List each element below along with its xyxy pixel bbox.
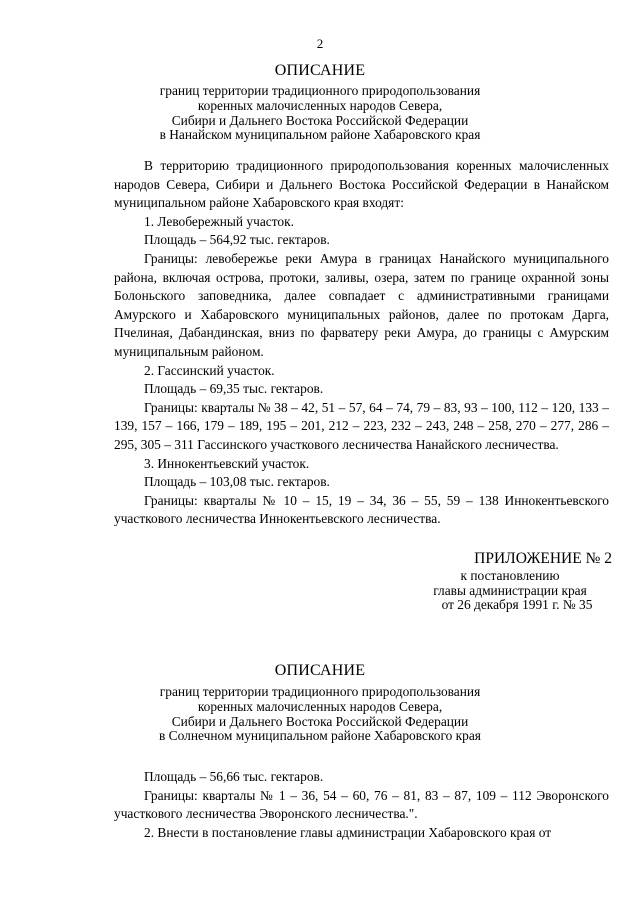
appendix-block (400, 549, 620, 613)
paragraph: В территорию традиционного природопользования коренных малочисленных народов Севера, Сибири и Дальнего Востока Российской Федерации в Нанайском муниципальном районе Хабаровского края входят: (114, 158, 609, 211)
paragraph: Площадь – 56,66 тыс. гектаров. (144, 769, 324, 784)
section2-subtitle (0, 685, 640, 744)
section1-subtitle (0, 84, 640, 143)
paragraph: Границы: кварталы № 1 – 36, 54 – 60, 76 – 81, 83 – 87, 109 – 112 Эворонского участкового лесничества Эворонского лесничества.". (114, 787, 609, 822)
paragraph: 2. Внести в постановление главы администрации Хабаровского края от (144, 824, 552, 840)
subtitle-line: коренных малочисленных народов Севера, (197, 97, 443, 113)
subtitle-line: в Солнечном муниципальном районе Хабаровского края (159, 728, 481, 744)
subtitle-line: коренных малочисленных народов Севера, (197, 698, 443, 714)
subtitle-line: Сибири и Дальнего Востока Российской Федерации (171, 713, 469, 729)
paragraph: Границы: левобережье реки Амура в границах Нанайского муниципального района, включая острова, протоки, заливы, озера, затем по границе охранной зоны Болоньского заповедника, далее совпадает с административными границами Амурского и Хабаровского муниципальных районов, далее по протокам Дарга, Пчелиная, Дабандинская, вниз по фарватеру реки Амура, до границы с Амурским муниципальным районом. (114, 250, 609, 359)
appendix-line: к постановлению (460, 568, 560, 583)
appendix-line: главы администрации края (433, 582, 587, 598)
appendix-line: от 26 декабря 1991 г. № 35 (441, 597, 593, 613)
section2-body (114, 768, 609, 842)
subtitle-line: в Нанайском муниципальном районе Хабаровского края (159, 127, 481, 143)
section1-body (114, 157, 609, 529)
paragraph: 1. Левобережный участок. (144, 213, 294, 229)
paragraph: Площадь – 69,35 тыс. гектаров. (144, 381, 324, 397)
subtitle-line: Сибири и Дальнего Востока Российской Федерации (171, 112, 469, 128)
section1-heading: ОПИСАНИЕ (274, 62, 366, 79)
appendix-title: ПРИЛОЖЕНИЕ № 2 (474, 550, 612, 567)
subtitle-line: границ территории традиционного природопользования (159, 83, 481, 98)
page-number: 2 (316, 36, 324, 51)
paragraph: Площадь – 103,08 тыс. гектаров. (144, 474, 330, 490)
subtitle-line: границ территории традиционного природопользования (159, 684, 481, 699)
section2-heading: ОПИСАНИЕ (274, 662, 366, 679)
paragraph: Площадь – 564,92 тыс. гектаров. (144, 232, 330, 248)
paragraph: 2. Гассинский участок. (144, 362, 275, 378)
paragraph: Границы: кварталы № 38 – 42, 51 – 57, 64 – 74, 79 – 83, 93 – 100, 112 – 120, 133 – 139, 157 – 166, 179 – 189, 195 – 201, 212 – 223, 232 – 243, 248 – 258, 270 – 277, 286 – 295, 305 – 311 Гассинского участкового лесничества Нанайского лесничества. (114, 399, 609, 452)
paragraph: Границы: кварталы № 10 – 15, 19 – 34, 36 – 55, 59 – 138 Иннокентьевского участкового лесничества Иннокентьевского лесничества. (114, 492, 609, 527)
paragraph: 3. Иннокентьевский участок. (144, 455, 310, 471)
